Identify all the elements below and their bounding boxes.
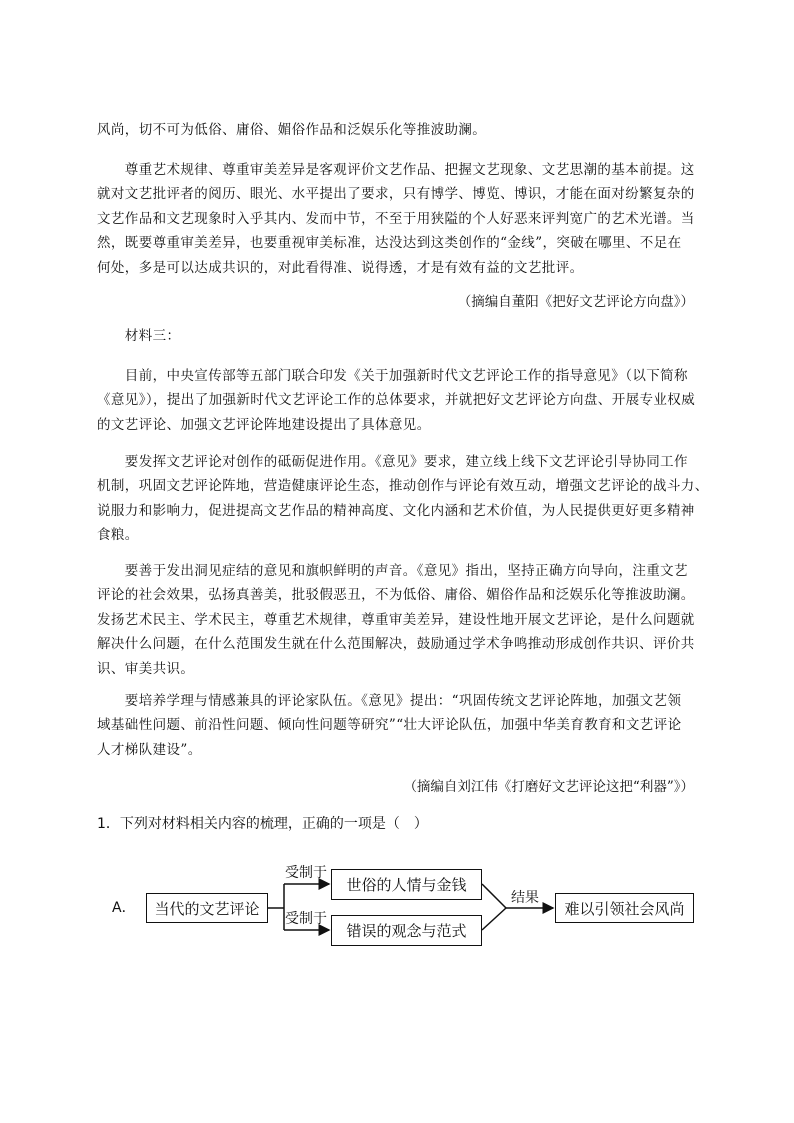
option-a-label: A． (112, 900, 136, 916)
text-line: 说服力和影响力，促进提高文艺作品的精神高度、文化内涵和艺术价值，为人民提供更好更多精神 (97, 502, 695, 519)
source-citation-1: （摘编自董阳《把好文艺评论方向盘》） (457, 294, 694, 310)
text-line: 文艺作品和文艺现象时入乎其内、发而中节，不至于用狭隘的个人好恶来评判宽广的艺术光谱。当 (97, 210, 695, 227)
text-line: 《意见》），提出了加强新时代文艺评论工作的总体要求，并就把好文艺评论方向盘、开展专业权威 (97, 392, 696, 409)
text-line: 要善于发出洞见症结的意见和旗帜鲜明的声音。《意见》指出，坚持正确方向导向，注重文艺 (97, 563, 688, 579)
box-result: 难以引领社会风尚 (555, 893, 694, 923)
text-line: 风尚，切不可为低俗、庸俗、媚俗作品和泛娱乐化等推波助澜。 (97, 122, 487, 138)
text-line: 的文艺评论、加强文艺评论阵地建设提出了具体意见。 (97, 416, 431, 433)
text-line: 评论的社会效果，弘扬真善美，批驳假恶丑，不为低俗、庸俗、媚俗作品和泛娱乐化等推波助澜。 (97, 587, 695, 604)
text-line: 解决什么问题，在什么范围发生就在什么范围解决，鼓励通过学术争鸣推动形成创作共识、评价共 (97, 636, 695, 653)
text-line: 食粮。 (97, 527, 139, 544)
text-line: 就对文艺批评者的阅历、眼光、水平提出了要求，只有博学、博览、博识，才能在面对纷繁复杂的 (97, 186, 695, 203)
text-line: 发扬艺术民主、学术民主，尊重艺术规律，尊重审美差异，建设性地开展文艺评论，是什么问题就 (97, 611, 695, 628)
text-line: 人才梯队建设”。 (97, 741, 202, 758)
box-worldly-relations: 世俗的人情与金钱 (331, 869, 482, 900)
edge-label-top: 受制于 (285, 865, 327, 881)
material-three-label: 材料三： (97, 328, 181, 344)
text-line: 识、审美共识。 (97, 660, 195, 677)
text-line: 然，既要尊重审美差异，也要重视审美标准，达没达到这类创作的“金线”，突破在哪里、不足在 (97, 235, 682, 252)
text-line: 域基础性问题、前沿性问题、倾向性问题等研究”“壮大评论队伍，加强中华美育教育和文艺评论 (97, 717, 682, 734)
text-line: 何处，多是可以达成共识的，对此看得准、说得透，才是有效有益的文艺批评。 (97, 259, 584, 276)
text-line: 要培养学理与情感兼具的评论家队伍。《意见》提出：“巩固传统文艺评论阵地，加强文艺领 (97, 693, 682, 709)
text-line: 要发挥文艺评论对创作的砥砺促进作用。《意见》要求，建立线上线下文艺评论引导协同工作 (97, 454, 688, 470)
edge-label-bottom: 受制于 (285, 911, 327, 927)
edge-label-result: 结果 (511, 890, 539, 906)
text-line: 目前，中央宣传部等五部门联合印发《关于加强新时代文艺评论工作的指导意见》（以下简称 (97, 368, 688, 384)
text-line: 机制，巩固文艺评论阵地，营造健康评论生态，推动创作与评论有效互动，增强文艺评论的战斗力、 (97, 478, 709, 495)
question-1: 1．下列对材料相关内容的梳理，正确的一项是（ ） (97, 816, 428, 832)
text-line: 尊重艺术规律、尊重审美差异是客观评价文艺作品、把握文艺现象、文艺思潮的基本前提。这 (97, 162, 695, 178)
box-contemporary-criticism: 当代的文艺评论 (146, 893, 268, 923)
connector-merge-top (482, 884, 506, 908)
connector-merge-bottom (482, 908, 506, 930)
source-citation-2: （摘编自刘江伟《打磨好文艺评论这把“利器”》） (403, 779, 694, 795)
box-wrong-ideas: 错误的观念与范式 (331, 915, 482, 946)
